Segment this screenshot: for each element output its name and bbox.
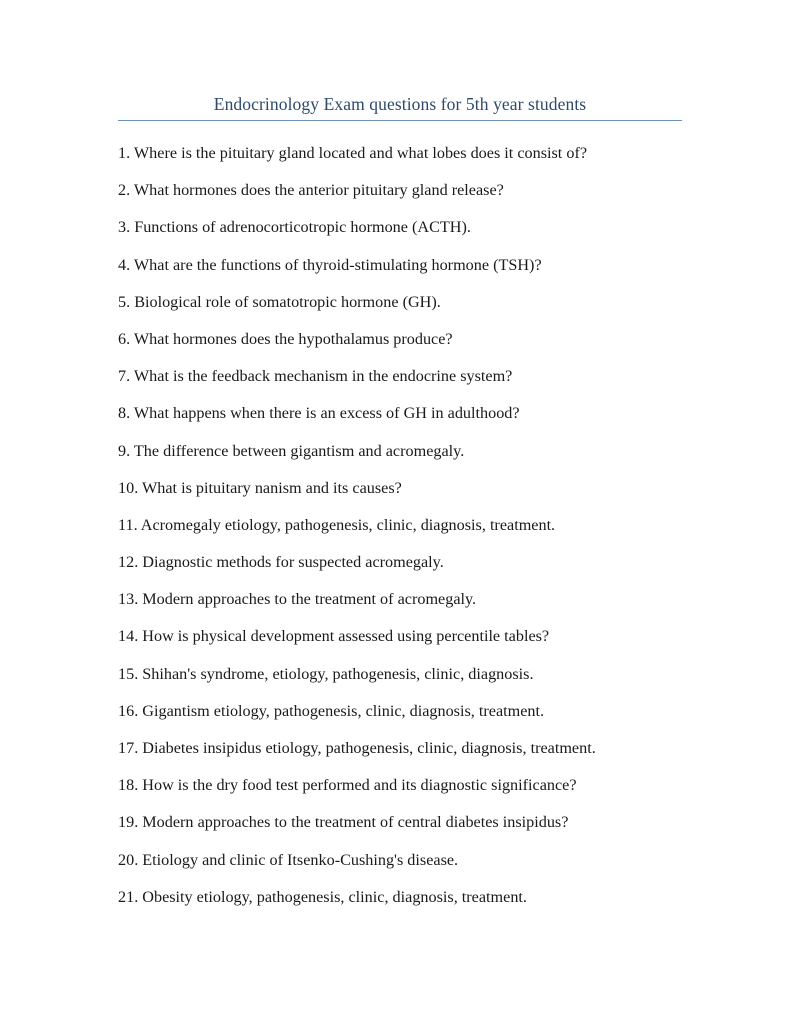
question-20: 20. Etiology and clinic of Itsenko-Cushing's disease. [118,850,459,869]
question-5: 5. Biological role of somatotropic hormone (GH). [118,292,441,311]
question-1: 1. Where is the pituitary gland located and what lobes does it consist of? [118,144,588,162]
question-8: 8. What happens when there is an excess of GH in adulthood? [118,404,520,423]
title-underline [118,120,682,121]
question-19: 19. Modern approaches to the treatment of central diabetes insipidus? [118,813,569,832]
question-21: 21. Obesity etiology, pathogenesis, clinic, diagnosis, treatment. [118,887,527,906]
question-list [118,142,718,923]
question-10: 10. What is pituitary nanism and its causes? [118,478,402,497]
question-12: 12. Diagnostic methods for suspected acromegaly. [118,553,444,572]
question-3: 3. Functions of adrenocorticotropic hormone (ACTH). [118,218,471,237]
question-4: 4. What are the functions of thyroid-stimulating hormone (TSH)? [118,255,542,274]
page-title: Endocrinology Exam questions for 5th year students [213,94,587,114]
question-7: 7. What is the feedback mechanism in the endocrine system? [118,367,513,386]
question-9: 9. The difference between gigantism and acromegaly. [118,441,465,460]
question-18: 18. How is the dry food test performed and its diagnostic significance? [118,776,577,795]
question-17: 17. Diabetes insipidus etiology, pathogenesis, clinic, diagnosis, treatment. [118,739,596,757]
question-11: 11. Acromegaly etiology, pathogenesis, clinic, diagnosis, treatment. [118,515,556,534]
question-15: 15. Shihan's syndrome, etiology, pathogenesis, clinic, diagnosis. [118,664,534,683]
question-16: 16. Gigantism etiology, pathogenesis, clinic, diagnosis, treatment. [118,701,545,720]
question-13: 13. Modern approaches to the treatment of acromegaly. [118,590,477,609]
question-14: 14. How is physical development assessed using percentile tables? [118,627,550,646]
question-2: 2. What hormones does the anterior pituitary gland release? [118,181,504,200]
question-6: 6. What hormones does the hypothalamus produce? [118,329,453,348]
